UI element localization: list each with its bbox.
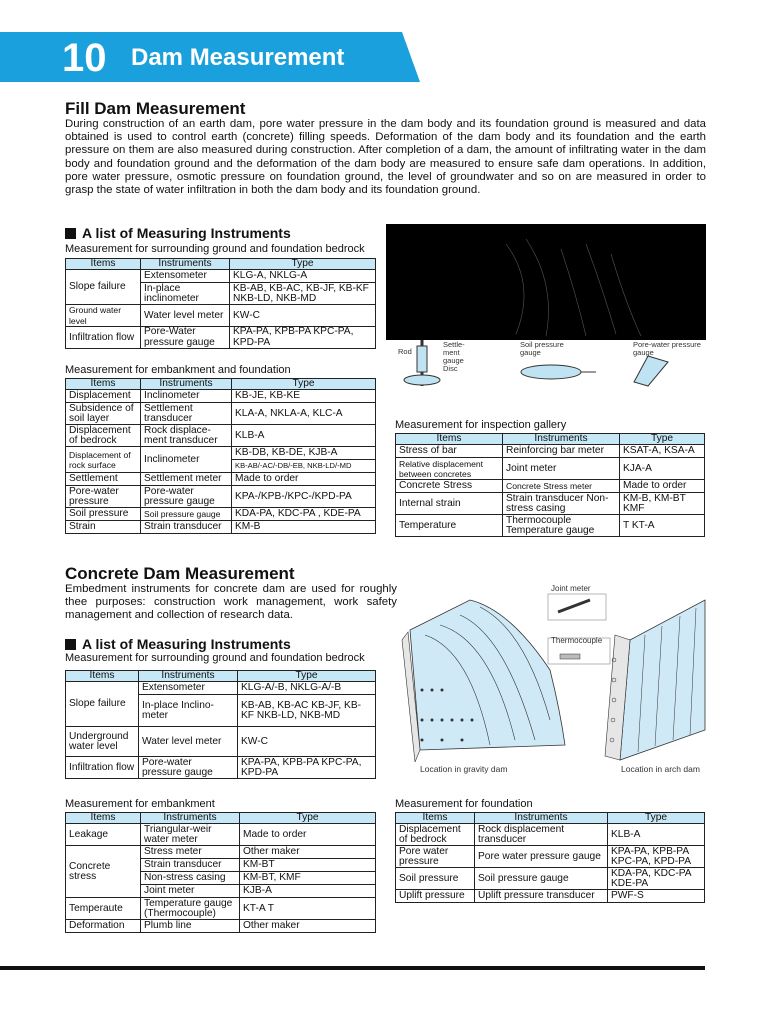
cell: KM-B: [232, 521, 376, 534]
arch-dam-drawing: [605, 600, 705, 760]
cell: KPA-PA, KPB-PA KPC-PA, KPD-PA: [238, 757, 376, 779]
table-header-row: [396, 434, 705, 445]
bottom-rule: [0, 966, 705, 970]
cell: Displacement of rock surface: [66, 447, 141, 473]
cell: KPA-PA, KPB-PA KPC-PA, KPD-PA: [230, 327, 376, 349]
cell: KJA-A: [620, 458, 705, 480]
concrete-table-ground: [65, 670, 376, 779]
square-bullet-icon: [65, 228, 76, 239]
cell: Settlement transducer: [141, 403, 232, 425]
table-row: [66, 757, 376, 779]
cell: Internal strain: [396, 493, 503, 515]
cell: Joint meter: [141, 885, 240, 898]
soil-pressure-gauge-label: Soil pressure gauge: [520, 340, 564, 357]
cell: KT-A T: [240, 898, 376, 920]
cell: PWF-S: [608, 890, 705, 903]
table-row: [66, 305, 376, 327]
table-row: [66, 390, 376, 403]
col-header: Type: [232, 379, 376, 390]
cell: Made to order: [620, 480, 705, 493]
cell: KW-C: [230, 305, 376, 327]
cell: KM-B, KM-BT KMF: [620, 493, 705, 515]
rod-label: Rod: [398, 347, 412, 356]
cell: KDA-PA, KDC-PA , KDE-PA: [232, 508, 376, 521]
cell: Triangular-weir water meter: [141, 824, 240, 846]
cell: KLG-A/-B, NKLG-A/-B: [238, 682, 376, 695]
cell: Ground water level: [66, 305, 141, 327]
concrete-list-title-text: A list of Measuring Instruments: [82, 636, 291, 652]
cell: KB-AB/-AC/-DB/-EB, NKB-LD/-MD: [232, 460, 376, 473]
concrete-t3-caption: Measurement for foundation: [395, 798, 533, 810]
gravity-dam-drawing: [402, 600, 565, 762]
gravity-dam-caption: Location in gravity dam: [420, 764, 508, 774]
table-row: [396, 458, 705, 480]
cell: Soil pressure gauge: [141, 508, 232, 521]
cell: Infiltration flow: [66, 757, 139, 779]
concrete-list-title: [65, 636, 291, 652]
cell: Concrete Stress meter: [503, 480, 620, 493]
cell: Strain transducer: [141, 859, 240, 872]
cell: Slope failure: [66, 270, 141, 305]
concrete-dam-intro: Embedment instruments for concrete dam are used for roughly thee purposes: construction work management, work safety management and collection of research data.: [65, 583, 397, 622]
cell: KLA-A, NKLA-A, KLC-A: [232, 403, 376, 425]
cell: Relative displacement between concretes: [396, 458, 503, 480]
col-header: Instruments: [141, 259, 230, 270]
thermocouple-label: Thermocouple: [551, 636, 603, 645]
fill-list-title-text: A list of Measuring Instruments: [82, 225, 291, 241]
cell: Soil pressure: [66, 508, 141, 521]
cell: KB-JE, KB-KE: [232, 390, 376, 403]
cell: Infiltration flow: [66, 327, 141, 349]
chapter-number: 10: [62, 36, 107, 80]
col-header: Type: [238, 671, 376, 682]
cell: Settlement meter: [141, 473, 232, 486]
cell: T KT-A: [620, 515, 705, 537]
fill-t3-caption: Measurement for inspection gallery: [395, 419, 567, 431]
concrete-table-embankment: [65, 812, 376, 933]
cell: KLB-A: [608, 824, 705, 846]
cell: Slope failure: [66, 682, 139, 727]
cell: Rock displace-ment transducer: [141, 425, 232, 447]
table-row: [66, 403, 376, 425]
cell: Inclinometer: [141, 447, 232, 473]
cell: Strain transducer: [141, 521, 232, 534]
concrete-dam-title: Concrete Dam Measurement: [65, 564, 295, 583]
cell: Other maker: [240, 846, 376, 859]
col-header: Items: [396, 434, 503, 445]
cell: KDA-PA, KDC-PA KDE-PA: [608, 868, 705, 890]
fill-list-title: [65, 225, 291, 241]
cell: Deformation: [66, 920, 141, 933]
table-header-row: [396, 813, 705, 824]
pore-water-gauge-label: Pore-water pressure gauge: [633, 340, 701, 357]
col-header: Instruments: [141, 813, 240, 824]
cell: KPA-PA, KPB-PA KPC-PA, KPD-PA: [608, 846, 705, 868]
cell: Strain transducer Non-stress casing: [503, 493, 620, 515]
cell: KM-BT: [240, 859, 376, 872]
cell: Concrete Stress: [396, 480, 503, 493]
col-header: Items: [66, 671, 139, 682]
cell: KB-AB, KB-AC, KB-JF, KB-KF NKB-LD, NKB-MD: [230, 283, 376, 305]
col-header: Type: [240, 813, 376, 824]
cell: Strain: [66, 521, 141, 534]
cell: Made to order: [240, 824, 376, 846]
cell: Leakage: [66, 824, 141, 846]
table-row: [66, 486, 376, 508]
col-header: Type: [230, 259, 376, 270]
cell: Temperature gauge (Thermocouple): [141, 898, 240, 920]
cell: KLB-A: [232, 425, 376, 447]
cell: Temperature: [396, 515, 503, 537]
cell: KB-DB, KB-DE, KJB-A: [232, 447, 376, 460]
table-row: [66, 920, 376, 933]
table-header-row: [66, 379, 376, 390]
table-row: [396, 493, 705, 515]
cell: Soil pressure: [396, 868, 475, 890]
cell: Other maker: [240, 920, 376, 933]
cell: Water level meter: [141, 305, 230, 327]
cell: Pore-water pressure: [66, 486, 141, 508]
cell: Pore-water pressure gauge: [139, 757, 238, 779]
table-row: [66, 327, 376, 349]
col-header: Items: [66, 813, 141, 824]
table-row: [396, 890, 705, 903]
table-header-row: [66, 671, 376, 682]
cell: Uplift pressure: [396, 890, 475, 903]
fill-t2-caption: Measurement for embankment and foundation: [65, 364, 291, 376]
cell: KSAT-A, KSA-A: [620, 445, 705, 458]
table-row: [66, 270, 376, 283]
joint-meter-label: Joint meter: [551, 584, 591, 593]
concrete-t1-caption: Measurement for surrounding ground and foundation bedrock: [65, 652, 365, 664]
photo-texture: [386, 224, 706, 340]
table-row: [66, 473, 376, 486]
cell: Made to order: [232, 473, 376, 486]
cell: Subsidence of soil layer: [66, 403, 141, 425]
cell: Settlement: [66, 473, 141, 486]
cell: Stress meter: [141, 846, 240, 859]
fill-dam-title: Fill Dam Measurement: [65, 99, 246, 118]
col-header: Instruments: [139, 671, 238, 682]
col-header: Type: [608, 813, 705, 824]
cell: Reinforcing bar meter: [503, 445, 620, 458]
cell: Temperaute: [66, 898, 141, 920]
table-row: [66, 824, 376, 846]
col-header: Items: [66, 379, 141, 390]
cell: KW-C: [238, 727, 376, 757]
cell: Concrete stress: [66, 846, 141, 898]
concrete-t2-caption: Measurement for embankment: [65, 798, 215, 810]
settlement-gauge-label: Settle-ment gauge Disc: [443, 340, 465, 373]
table-row: [396, 445, 705, 458]
col-header: Instruments: [503, 434, 620, 445]
fill-table-embankment: [65, 378, 376, 534]
col-header: Items: [66, 259, 141, 270]
square-bullet-icon: [65, 639, 76, 650]
table-row: [66, 447, 376, 460]
instrument-photo: [386, 224, 706, 340]
cell: Rock displacement transducer: [475, 824, 608, 846]
cell: Thermocouple Temperature gauge: [503, 515, 620, 537]
table-row: [396, 868, 705, 890]
cell: Displacement of bedrock: [396, 824, 475, 846]
cell: KPA-/KPB-/KPC-/KPD-PA: [232, 486, 376, 508]
cell: Uplift pressure transducer: [475, 890, 608, 903]
cell: KLG-A, NKLG-A: [230, 270, 376, 283]
col-header: Instruments: [475, 813, 608, 824]
table-row: [396, 846, 705, 868]
cell: Displacement of bedrock: [66, 425, 141, 447]
cell: KJB-A: [240, 885, 376, 898]
table-header-row: [66, 259, 376, 270]
cell: In-place Inclino-meter: [139, 695, 238, 727]
cell: Non-stress casing: [141, 872, 240, 885]
cell: Water level meter: [139, 727, 238, 757]
cell: Displacement: [66, 390, 141, 403]
col-header: Type: [620, 434, 705, 445]
table-row: [66, 682, 376, 695]
table-row: [66, 521, 376, 534]
table-row: [396, 480, 705, 493]
cell: Inclinometer: [141, 390, 232, 403]
fill-t1-caption: Measurement for surrounding ground and foundation bedrock: [65, 243, 365, 255]
table-row: [66, 727, 376, 757]
table-row: [396, 515, 705, 537]
table-header-row: [66, 813, 376, 824]
cell: Stress of bar: [396, 445, 503, 458]
cell: Pore-Water pressure gauge: [141, 327, 230, 349]
cell: Pore water pressure gauge: [475, 846, 608, 868]
joint-meter-icon: [548, 594, 606, 620]
col-header: Items: [396, 813, 475, 824]
fill-table-gallery: [395, 433, 705, 537]
cell: Extensometer: [139, 682, 238, 695]
table-row: [396, 824, 705, 846]
concrete-table-foundation: [395, 812, 705, 903]
cell: KB-AB, KB-AC KB-JF, KB-KF NKB-LD, NKB-MD: [238, 695, 376, 727]
table-row: [66, 898, 376, 920]
cell: Plumb line: [141, 920, 240, 933]
table-row: [66, 425, 376, 447]
arch-dam-caption: Location in arch dam: [621, 764, 700, 774]
cell: In-place inclinometer: [141, 283, 230, 305]
cell: Joint meter: [503, 458, 620, 480]
fill-table-ground: [65, 258, 376, 349]
table-row: [66, 508, 376, 521]
chapter-title: Dam Measurement: [131, 44, 345, 71]
cell: Underground water level: [66, 727, 139, 757]
cell: Pore water pressure: [396, 846, 475, 868]
col-header: Instruments: [141, 379, 232, 390]
cell: Pore-water pressure gauge: [141, 486, 232, 508]
cell: Soil pressure gauge: [475, 868, 608, 890]
cell: Extensometer: [141, 270, 230, 283]
cell: KM-BT, KMF: [240, 872, 376, 885]
dam-diagram: [400, 580, 710, 780]
table-row: [66, 846, 376, 859]
fill-dam-intro: During construction of an earth dam, pore water pressure in the dam body and its foundation ground is measured and data obtained is used to control earth (concrete) filling speeds. Deformation of the dam body and its foundation and the earth pressure on them are also measured during construction. After completion of a dam, the amount of infiltrating water in the dam body and foundation ground and the deformation of the dam body are measured to ensure safe dam operations. In addition, pore water pressure, osmotic pressure on foundation ground, the level of groundwater and so on are measured in order to grasp the state of water infiltration in both the dam body and its foundation ground.: [65, 118, 706, 197]
